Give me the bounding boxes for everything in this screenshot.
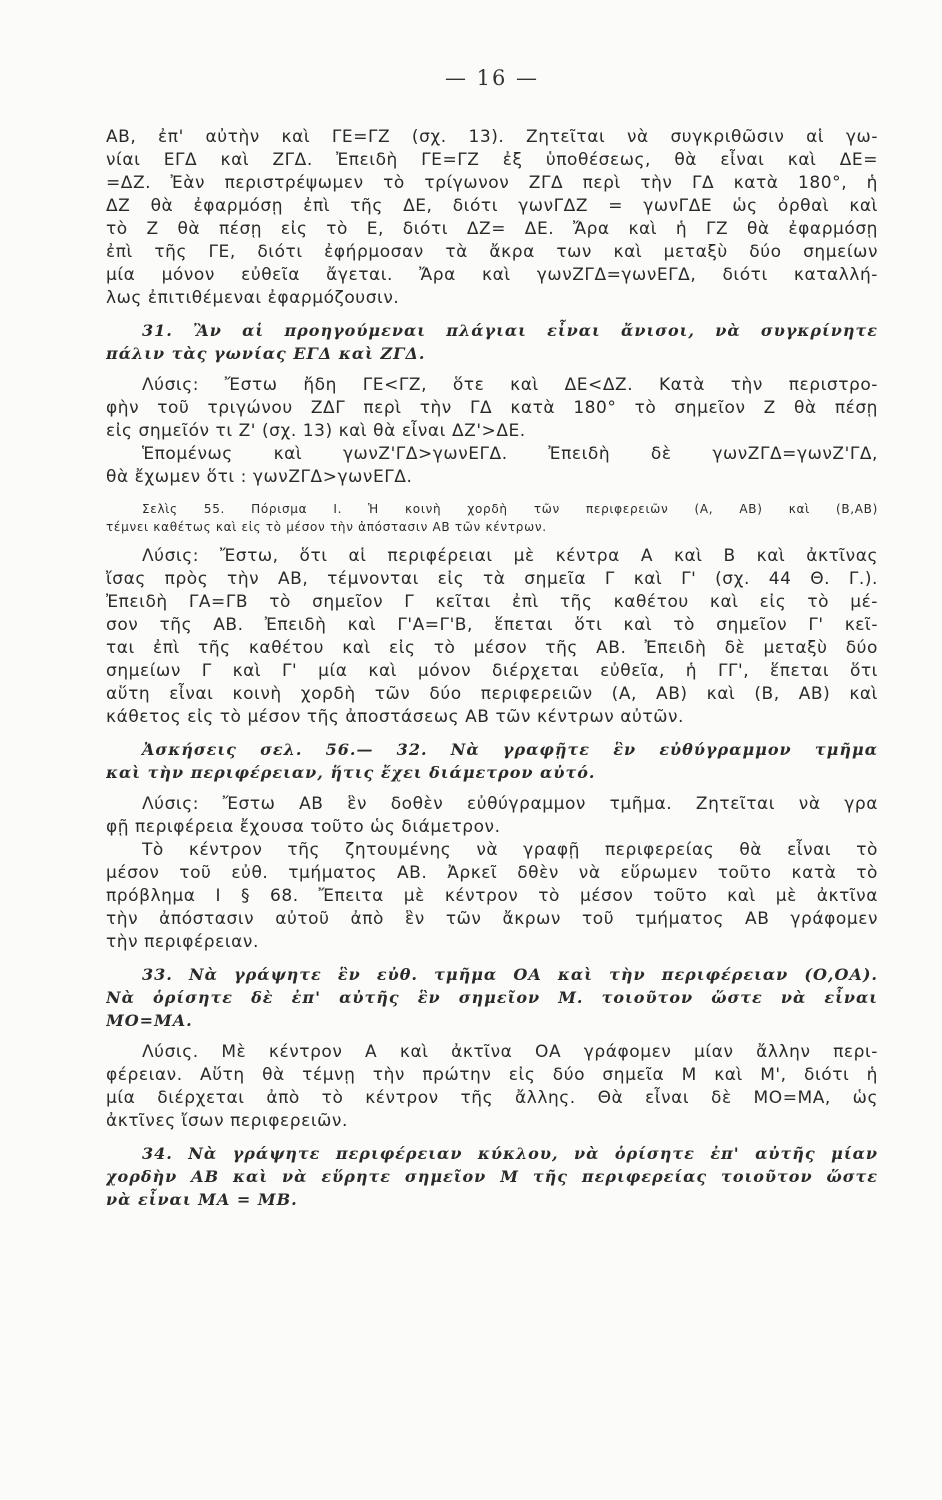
text-line: αὕτη εἶναι κοινὴ χορδὴ τῶν δύο περιφερειῶν (Α, ΑΒ) καὶ (Β, ΑΒ) καὶ: [106, 684, 878, 704]
text-line: ἴσας πρὸς τὴν ΑΒ, τέμνονται εἰς τὰ σημεῖα Γ καὶ Γ' (σχ. 44 Θ. Γ.).: [106, 569, 878, 589]
text-line: μέσον τοῦ εὐθ. τμήματος ΑΒ. Ἀρκεῖ δθὲν νὰ εὕρωμεν τοῦτο κατὰ τὸ: [106, 863, 878, 883]
text-line: ἀκτῖνες ἴσων περιφερειῶν.: [106, 1111, 348, 1131]
page-text: [106, 126, 878, 1211]
reference-note-line: τέμνει καθέτως καὶ εἰς τὸ μέσον τὴν ἀπόστασιν ΑΒ τῶν κέντρων.: [106, 520, 547, 534]
text-line: λως ἐπιτιθέμεναι ἐφαρμόζουσιν.: [106, 288, 400, 308]
text-line: θὰ ἔχωμεν ὅτι : γωνΖΓΔ>γωνΕΓΔ.: [106, 467, 413, 487]
exercise-heading-line: πάλιν τὰς γωνίας ΕΓΔ καὶ ΖΓΔ.: [106, 344, 426, 363]
exercise-heading-line: 34. Νὰ γράψητε περιφέρειαν κύκλου, νὰ ὁρίσητε ἐπ' αὐτῆς μίαν: [142, 1144, 878, 1163]
text-line: σον τῆς ΑΒ. Ἐπειδὴ καὶ Γ'Α=Γ'Β, ἕπεται ὅτι καὶ τὸ σημεῖον Γ' κεῖ-: [106, 615, 878, 635]
text-line: σημείων Γ καὶ Γ' μία καὶ μόνον διέρχεται εὐθεῖα, ἡ ΓΓ', ἕπεται ὅτι: [106, 661, 878, 681]
exercise-heading-line: ΜΟ=ΜΑ.: [106, 1011, 193, 1030]
text-line: ται ἐπὶ τῆς καθέτου καὶ εἰς τὸ μέσον τῆς ΑΒ. Ἐπειδὴ δὲ μεταξὺ δύο: [106, 638, 878, 658]
text-line: μία διέρχεται ἀπὸ τὸ κέντρον τῆς ἄλλης. Θὰ εἶναι δὲ ΜΟ=ΜΑ, ὡς: [106, 1088, 878, 1108]
reference-note-line: Σελὶς 55. Πόρισμα I. Ἡ κοινὴ χορδὴ τῶν περιφερειῶν (Α, ΑΒ) καὶ (Β,ΑΒ): [142, 502, 878, 516]
text-line: =ΔΖ. Ἐὰν περιστρέψωμεν τὸ τρίγωνον ΖΓΔ περὶ τὴν ΓΔ κατὰ 180°, ἡ: [106, 173, 878, 193]
text-line: Λύσις: Ἔστω ἤδη ΓΕ<ΓΖ, ὅτε καὶ ΔΕ<ΔΖ. Κατὰ τὴν περιστρο-: [142, 375, 878, 395]
page-number: — 16 —: [444, 66, 540, 90]
exercise-heading-line: Ἀσκήσεις σελ. 56.— 32. Νὰ γραφῇτε ἓν εὐθύγραμμον τμῆμα: [142, 740, 878, 759]
text-line: νίαι ΕΓΔ καὶ ΖΓΔ. Ἐπειδὴ ΓΕ=ΓΖ ἐξ ὑποθέσεως, θὰ εἶναι καὶ ΔΕ=: [106, 150, 878, 170]
text-line: Τὸ κέντρον τῆς ζητουμένης νὰ γραφῇ περιφερείας θὰ εἶναι τὸ: [142, 840, 878, 860]
text-line: Ἐπειδὴ ΓΑ=ΓΒ τὸ σημεῖον Γ κεῖται ἐπὶ τῆς καθέτου καὶ εἰς τὸ μέ-: [106, 592, 878, 612]
text-line: φὴν τοῦ τριγώνου ΖΔΓ περὶ τὴν ΓΔ κατὰ 180° τὸ σημεῖον Ζ θὰ πέσῃ: [106, 398, 878, 418]
text-line: Λύσις. Μὲ κέντρον Α καὶ ἀκτῖνα ΟΑ γράφομεν μίαν ἄλλην περι-: [142, 1042, 878, 1062]
text-line: φέρειαν. Αὕτη θὰ τέμνῃ τὴν πρώτην εἰς δύο σημεῖα Μ καὶ Μ', διότι ἡ: [106, 1065, 878, 1085]
text-line: τὸ Ζ θὰ πέσῃ εἰς τὸ Ε, διότι ΔΖ= ΔΕ. Ἄρα καὶ ἡ ΓΖ θὰ ἐφαρμόσῃ: [106, 219, 878, 239]
text-line: Λύσις: Ἔστω ΑΒ ἓν δοθὲν εὐθύγραμμον τμῆμα. Ζητεῖται νὰ γρα: [142, 794, 878, 814]
text-line: τὴν ἀπόστασιν αὐτοῦ ἀπὸ ἓν τῶν ἄκρων τοῦ τμήματος ΑΒ γράφομεν: [106, 909, 878, 929]
text-line: ΑΒ, ἐπ' αὐτὴν καὶ ΓΕ=ΓΖ (σχ. 13). Ζητεῖται νὰ συγκριθῶσιν αἱ γω-: [106, 127, 878, 147]
text-line: ΔΖ θὰ ἐφαρμόσῃ ἐπὶ τῆς ΔΕ, διότι γωνΓΔΖ = γωνΓΔΕ ὡς ὀρθαὶ καὶ: [106, 196, 878, 216]
exercise-heading-line: 31. Ἂν αἱ προηγούμεναι πλάγιαι εἶναι ἄνισοι, νὰ συγκρίνητε: [142, 321, 878, 340]
text-line: πρόβλημα I § 68. Ἔπειτα μὲ κέντρον τὸ μέσον τοῦτο καὶ μὲ ἀκτῖνα: [106, 886, 878, 906]
exercise-heading-line: 33. Νὰ γράψητε ἓν εὐθ. τμῆμα ΟΑ καὶ τὴν περιφέρειαν (Ο,ΟΑ).: [142, 965, 878, 984]
text-line: μία μόνον εὐθεῖα ἄγεται. Ἄρα καὶ γωνΖΓΔ=γωνΕΓΔ, διότι καταλλή-: [106, 265, 878, 285]
text-line: φῇ περιφέρεια ἔχουσα τοῦτο ὡς διάμετρον.: [106, 817, 501, 837]
text-line: Ἑπομένως καὶ γωνΖ'ΓΔ>γωνΕΓΔ. Ἐπειδὴ δὲ γωνΖΓΔ=γωνΖ'ΓΔ,: [142, 444, 878, 464]
text-line: κάθετος εἰς τὸ μέσον τῆς ἀποστάσεως ΑΒ τῶν κέντρων αὐτῶν.: [106, 707, 684, 727]
text-line: Λύσις: Ἔστω, ὅτι αἱ περιφέρειαι μὲ κέντρα Α καὶ Β καὶ ἀκτῖνας: [142, 546, 878, 566]
text-line: τὴν περιφέρειαν.: [106, 932, 259, 952]
exercise-heading-line: Νὰ ὁρίσητε δὲ ἐπ' αὐτῆς ἓν σημεῖον Μ. τοιοῦτον ὥστε νὰ εἶναι: [106, 988, 878, 1007]
exercise-heading-line: χορδὴν ΑΒ καὶ νὰ εὕρητε σημεῖον Μ τῆς περιφερείας τοιοῦτον ὥστε: [106, 1167, 878, 1186]
exercise-heading-line: νὰ εἶναι ΜΑ = ΜΒ.: [106, 1190, 298, 1209]
text-line: ἐπὶ τῆς ΓΕ, διότι ἐφήρμοσαν τὰ ἄκρα των καὶ μεταξὺ δύο σημείων: [106, 242, 878, 262]
text-line: εἰς σημεῖόν τι Ζ' (σχ. 13) καὶ θὰ εἶναι ΔΖ'>ΔΕ.: [106, 421, 526, 441]
exercise-heading-line: καὶ τὴν περιφέρειαν, ἥτις ἔχει διάμετρον αὐτό.: [106, 763, 596, 782]
